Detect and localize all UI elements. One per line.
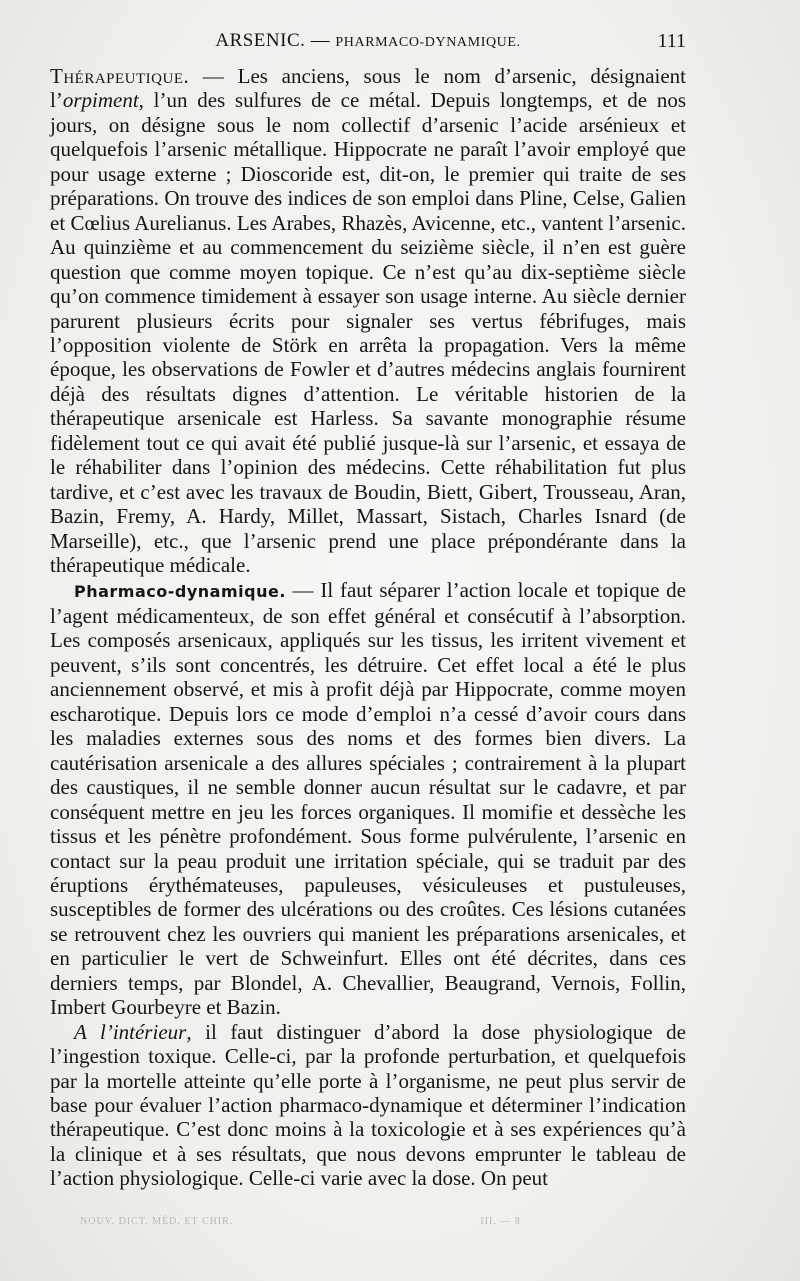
- text-segment: Les anciens, sous le nom d’arsenic, désignaient l’: [50, 64, 687, 113]
- running-title: [50, 30, 686, 52]
- running-title-main: ARSENIC.: [215, 30, 306, 51]
- running-title-dash: —: [310, 30, 331, 51]
- heading-dash: —: [189, 64, 238, 88]
- paragraph: [50, 1020, 686, 1191]
- italic-term: orpiment: [62, 88, 139, 113]
- running-title-subtitle: PHARMACO-DYNAMIQUE.: [335, 35, 521, 50]
- footer-left: NOUV. DICT. MÉD. ET CHIR.: [80, 1216, 234, 1227]
- body-text: [50, 64, 686, 1191]
- heading-dash: —: [285, 577, 321, 602]
- page-footer: [80, 1216, 640, 1227]
- paragraph: [50, 64, 686, 578]
- page-header: [50, 30, 686, 60]
- page-number: 111: [657, 30, 686, 52]
- text-segment: , il faut distinguer d’abord la dose physiologique de l’ingestion toxique. Celle-ci, par la profonde perturbation, et quelquefois par la mortelle atteinte qu’elle porte à l’organisme, ne peut plus servir de base pour évaluer l’action pharmaco-dynamique et déterminer l’indication thérapeutique. C’est donc moins à la toxicologie et à ses expériences qu’à la clinique et à ses résultats, que nous devons emprunter le tableau de l’action physiologique. Celle-ci varie avec la dose. On peut: [50, 1019, 686, 1191]
- paragraph-heading: Pharmaco-dynamique.: [74, 581, 286, 601]
- paragraph: [50, 578, 686, 1020]
- text-segment: Il faut séparer l’action locale et topique de l’agent médicamenteux, de son effet général et consécutif à l’absorption. Les composés arsenicaux, appliqués sur les tissus, les irritent vivement et peuvent, s’ils sont concentrés, les détruire. Cet effet local a été le plus anciennement observé, et mis à profit déjà par Hippocrate, comme moyen escharotique. Depuis lors ce mode d’emploi n’a cessé d’avoir cours dans les maladies externes sous des noms et des formes bien divers. La cautérisation arsenicale a des allures spéciales ; contrairement à la plupart des caustiques, il ne semble donner aucun résultat sur le cadavre, et par conséquent mettre en jeu les forces organiques. Il momifie et dessèche les tissus et les pénètre profondément. Sous forme pulvérulente, l’arsenic en contact sur la peau produit une irritation spéciale, qui se traduit par des éruptions érythémateuses, papuleuses, vésiculeuses et pustuleuses, susceptibles de former des ulcérations ou des croûtes. Ces lésions cutanées se retrouvent chez les ouvriers qui manient les préparations arsenicales, et en particulier le vert de Schweinfurt. Elles ont été décrites, dans ces derniers temps, par Blondel, A. Chevallier, Beaugrand, Vernois, Follin, Imbert Gourbeyre et Bazin.: [50, 577, 687, 1020]
- footer-right: III. — 8: [480, 1216, 521, 1227]
- italic-term: A l’intérieur: [74, 1019, 187, 1044]
- paragraph-heading: Thérapeutique.: [50, 64, 190, 88]
- text-segment: , l’un des sulfures de ce métal. Depuis longtemps, et de nos jours, on désigne sous le nom collectif d’arsenic l’acide arsénieux et quelquefois l’arsenic métallique. Hippocrate ne paraît l’avoir employé que pour usage externe ; Dioscoride est, dit-on, le premier qui traite de ses préparations. On trouve des indices de son emploi dans Pline, Celse, Galien et Cœlius Aurelianus. Les Arabes, Rhazès, Avicenne, etc., vantent l’arsenic. Au quinzième et au commencement du seizième siècle, il n’en est guère question que comme moyen topique. Ce n’est qu’au dix-septième siècle qu’on commence timidement à essayer son usage interne. Au siècle dernier parurent plusieurs écrits pour signaler ses vertus fébrifuges, mais l’opposition violente de Störk en arrêta la propagation. Vers la même époque, les observations de Fowler et d’autres médecins anglais fournirent déjà des résultats dignes d’attention. Le véritable historien de la thérapeutique arsenicale est Harless. Sa savante monographie résume fidèlement tout ce qui avait été publié jusque-là sur l’arsenic, et essaya de le réhabiliter dans l’opinion des médecins. Cette réhabilitation fut plus tardive, et c’est avec les travaux de Boudin, Biett, Gibert, Trousseau, Aran, Bazin, Fremy, A. Hardy, Millet, Massart, Sistach, Charles Isnard (de Marseille), etc., que l’arsenic prend une place prépondérante dans la thérapeutique médicale.: [50, 88, 686, 578]
